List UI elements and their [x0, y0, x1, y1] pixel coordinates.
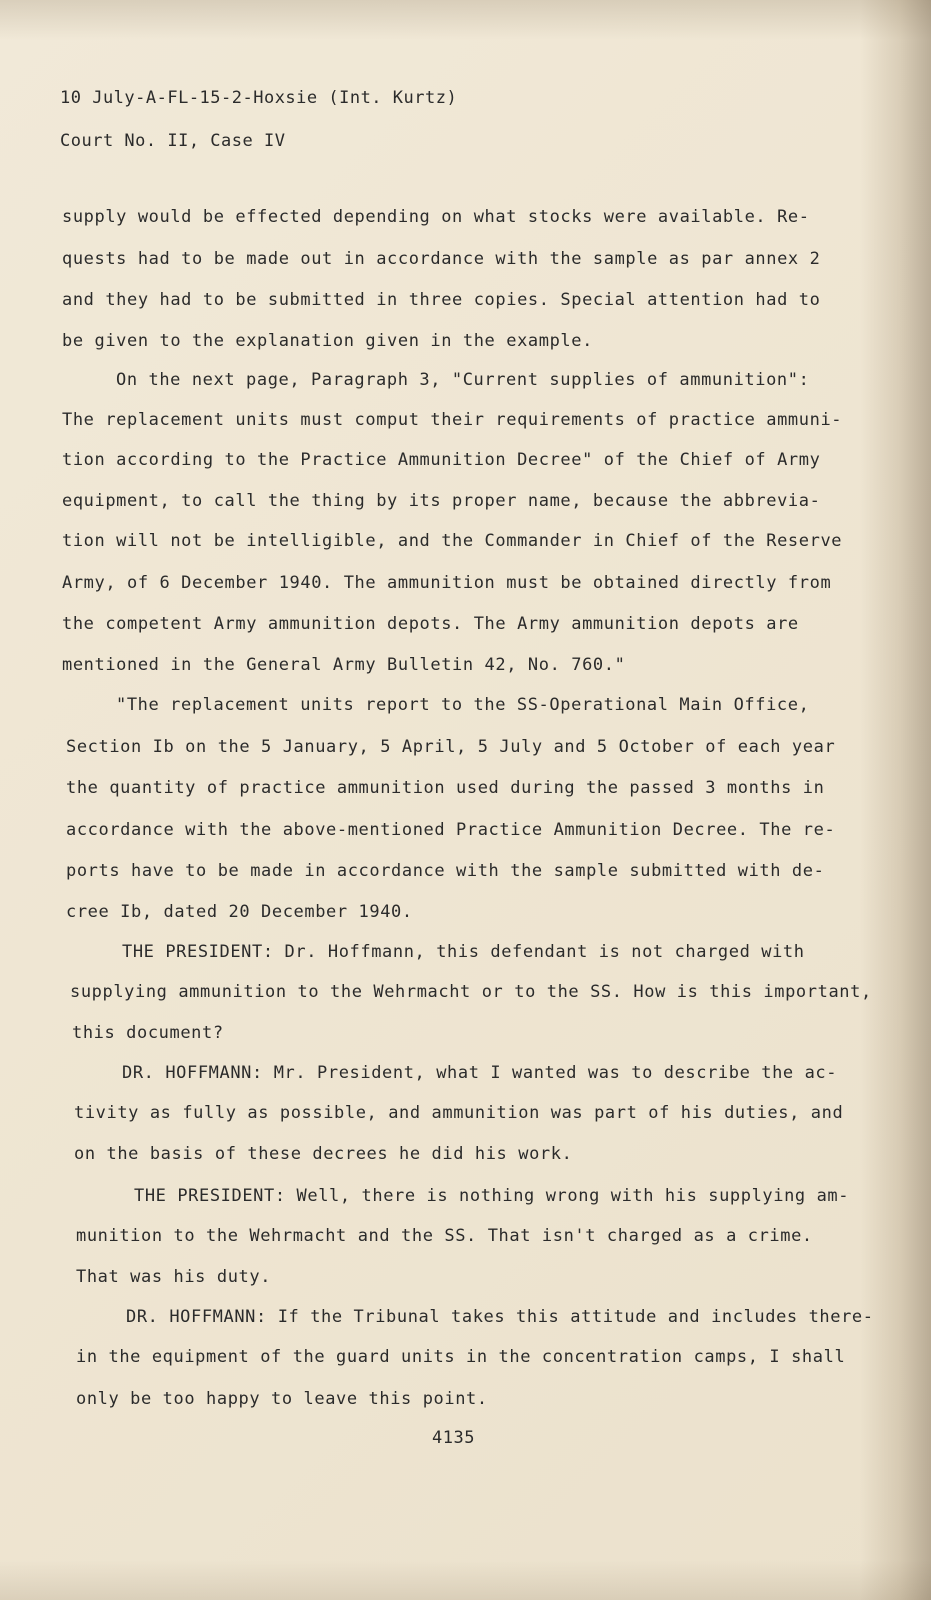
text-line: "The replacement units report to the SS-Operational Main Office, — [116, 695, 810, 715]
text-line: on the basis of these decrees he did his work. — [74, 1144, 573, 1164]
text-line: this document? — [72, 1023, 224, 1043]
text-line: tivity as fully as possible, and ammunition was part of his duties, and — [74, 1103, 844, 1123]
page-number: 4135 — [432, 1428, 475, 1448]
text-line: That was his duty. — [76, 1267, 272, 1287]
text-line: the quantity of practice ammunition used during the passed 3 months in — [66, 778, 825, 798]
text-line: supply would be effected depending on what stocks were available. Re- — [62, 207, 810, 227]
text-line: THE PRESIDENT: Well, there is nothing wrong with his supplying am- — [134, 1186, 850, 1206]
text-line: cree Ib, dated 20 December 1940. — [66, 902, 413, 922]
text-line: accordance with the above-mentioned Practice Ammunition Decree. The re- — [66, 820, 836, 840]
text-line: ports have to be made in accordance with the sample submitted with de- — [66, 861, 825, 881]
text-line: Army, of 6 December 1940. The ammunition must be obtained directly from — [62, 573, 832, 593]
header-court-line: Court No. II, Case IV — [60, 131, 286, 151]
text-line: THE PRESIDENT: Dr. Hoffmann, this defendant is not charged with — [122, 942, 805, 962]
text-line: On the next page, Paragraph 3, "Current supplies of ammunition": — [116, 370, 810, 390]
text-line: and they had to be submitted in three copies. Special attention had to — [62, 290, 821, 310]
text-line: supplying ammunition to the Wehrmacht or to the SS. How is this important, — [70, 982, 872, 1002]
text-line: munition to the Wehrmacht and the SS. That isn't charged as a crime. — [76, 1226, 813, 1246]
text-line: mentioned in the General Army Bulletin 42, No. 760." — [62, 655, 626, 675]
text-line: DR. HOFFMANN: Mr. President, what I wanted was to describe the ac- — [122, 1063, 838, 1083]
text-line: in the equipment of the guard units in the concentration camps, I shall — [76, 1347, 846, 1367]
text-line: The replacement units must comput their requirements of practice ammuni- — [62, 410, 843, 430]
text-line: quests had to be made out in accordance with the sample as par annex 2 — [62, 249, 821, 269]
text-line: Section Ib on the 5 January, 5 April, 5 July and 5 October of each year — [66, 737, 836, 757]
text-line: tion will not be intelligible, and the Commander in Chief of the Reserve — [62, 531, 843, 551]
header-docket-line: 10 July-A-FL-15-2-Hoxsie (Int. Kurtz) — [60, 88, 458, 108]
text-line: tion according to the Practice Ammunition Decree" of the Chief of Army — [62, 450, 821, 470]
text-line: DR. HOFFMANN: If the Tribunal takes this attitude and includes there- — [126, 1307, 874, 1327]
text-line: be given to the explanation given in the example. — [62, 331, 593, 351]
text-line: equipment, to call the thing by its proper name, because the abbrevia- — [62, 491, 821, 511]
text-line: only be too happy to leave this point. — [76, 1389, 488, 1409]
text-line: the competent Army ammunition depots. The Army ammunition depots are — [62, 614, 799, 634]
